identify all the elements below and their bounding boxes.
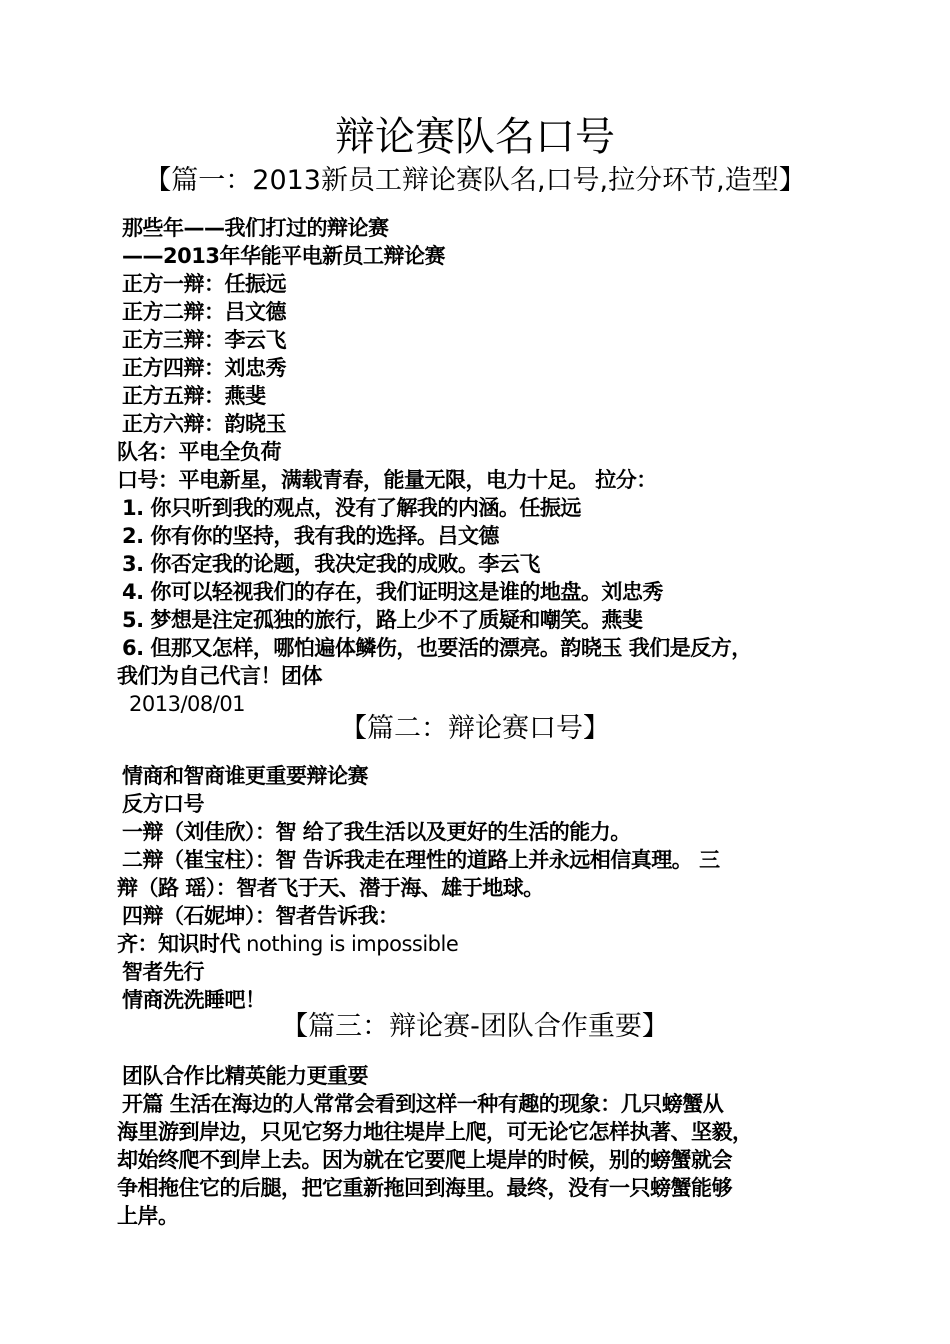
section2-heading: 【篇二：辩论赛口号】 [340, 713, 610, 744]
text-line: 上岸。 [117, 1204, 179, 1228]
text-line: 开篇 生活在海边的人常常会看到这样一种有趣的现象：几只螃蟹从 [122, 1092, 724, 1116]
text-line: 团队合作比精英能力更重要 [122, 1064, 368, 1088]
text-line: 正方三辩：李云飞 [122, 328, 286, 352]
section2-body [117, 762, 839, 1014]
text-line: 情商和智商谁更重要辩论赛 [122, 764, 368, 788]
text-line: 智者先行 [122, 960, 204, 984]
text-line: 四辩（石妮坤）：智者告诉我： [122, 904, 399, 928]
text-line: 一辩（刘佳欣）：智 给了我生活以及更好的生活的能力。 [122, 820, 631, 844]
text-line: 2. 你有你的坚持，我有我的选择。吕文德 [122, 524, 499, 548]
text-line: 二辩（崔宝柱）：智 告诉我走在理性的道路上并永远相信真理。 三 [122, 848, 720, 872]
text-line: 争相拖住它的后腿，把它重新拖回到海里。最终，没有一只螃蟹能够 [117, 1176, 732, 1200]
page-title: 辩论赛队名口号 [335, 114, 615, 160]
text-line: 口号：平电新星，满载青春，能量无限，电力十足。 拉分： [117, 468, 657, 492]
text-line: 情商洗洗睡吧！ [122, 988, 266, 1012]
text-line: 我们为自己代言！团体 [117, 664, 322, 688]
section3-heading: 【篇三：辩论赛-团队合作重要】 [281, 1011, 669, 1042]
qi-label: 齐：知识时代 [117, 932, 240, 956]
text-line: 正方一辩：任振远 [122, 272, 286, 296]
text-line: 5. 梦想是注定孤独的旅行，路上少不了质疑和嘲笑。燕斐 [122, 608, 643, 632]
text-line: 队名：平电全负荷 [117, 440, 281, 464]
text-line: 反方口号 [122, 792, 204, 816]
text-line: 那些年——我们打过的辩论赛 [122, 216, 389, 240]
text-line: ——2013年华能平电新员工辩论赛 [122, 244, 445, 268]
text-line: 4. 你可以轻视我们的存在，我们证明这是谁的地盘。刘忠秀 [122, 580, 663, 604]
text-line: 3. 你否定我的论题，我决定我的成败。李云飞 [122, 552, 540, 576]
date-line: 2013/08/01 [129, 692, 246, 716]
text-line [117, 930, 839, 958]
text-line: 辩（路 瑶）：智者飞于天、潜于海、雄于地球。 [117, 876, 544, 900]
text-line: 正方五辩：燕斐 [122, 384, 266, 408]
text-line: 正方二辩：吕文德 [122, 300, 286, 324]
text-line: 却始终爬不到岸上去。因为就在它要爬上堤岸的时候，别的螃蟹就会 [117, 1148, 732, 1172]
section1-body [117, 214, 839, 718]
text-line: 正方四辩：刘忠秀 [122, 356, 286, 380]
section3-body [117, 1062, 839, 1230]
section1-heading: 【篇一：2013新员工辩论赛队名,口号,拉分环节,造型】 [144, 165, 806, 196]
text-line: 正方六辩：韵晓玉 [122, 412, 286, 436]
text-line: 6. 但那又怎样，哪怕遍体鳞伤，也要活的漂亮。韵晓玉 我们是反方， [122, 636, 752, 660]
qi-text: nothing is impossible [240, 932, 459, 956]
text-line: 海里游到岸边，只见它努力地往堤岸上爬，可无论它怎样执著、坚毅， [117, 1120, 753, 1144]
text-line: 1. 你只听到我的观点，没有了解我的内涵。任振远 [122, 496, 581, 520]
